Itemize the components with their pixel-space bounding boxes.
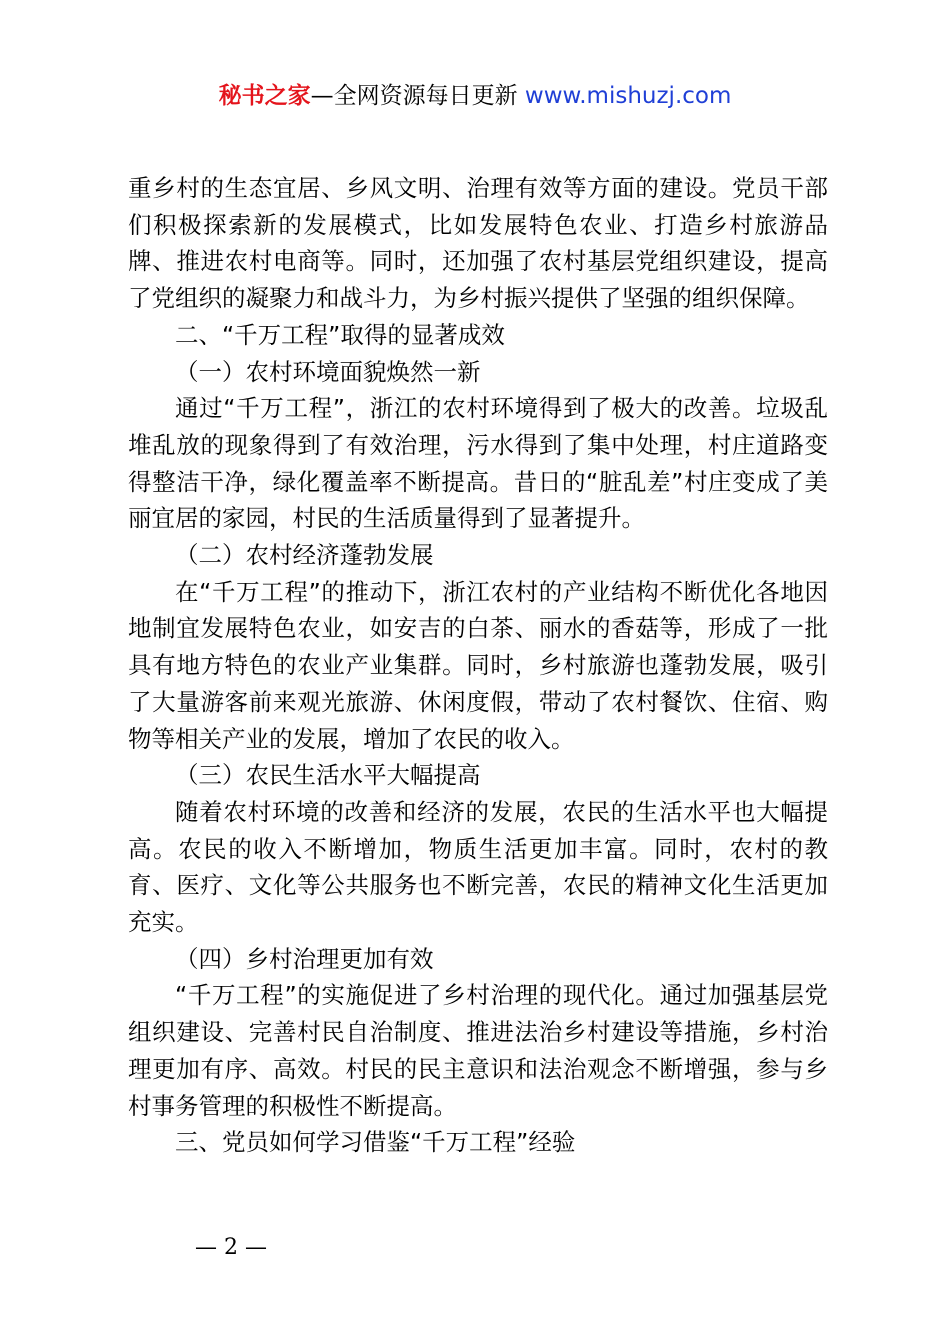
paragraph-governance: “千万工程”的实施促进了乡村治理的现代化。通过加强基层党组织建设、完善村民自治制度、推进法治乡村建设等措施，乡村治理更加有序、高效。村民的民主意识和法治观念不断增强，参与乡村事务管理的积极性不断提高。 [128,981,828,1120]
document-body [128,170,828,1161]
section-heading-3: 三、党员如何学习借鉴“千万工程”经验 [175,1128,576,1157]
paragraph-continuation: 重乡村的生态宜居、乡风文明、治理有效等方面的建设。党员干部们积极探索新的发展模式，比如发展特色农业、打造乡村旅游品牌、推进农村电商等。同时，还加强了农村基层党组织建设，提高了党组织的凝聚力和战斗力，为乡村振兴提供了坚强的组织保障。 [128,174,828,313]
paragraph-economy: 在“千万工程”的推动下，浙江农村的产业结构不断优化各地因地制宜发展特色农业，如安吉的白茶、丽水的香菇等，形成了一批具有地方特色的农业产业集群。同时，乡村旅游也蓬勃发展，吸引了大量游客前来观光旅游、休闲度假，带动了农村餐饮、住宿、购物等相关产业的发展，增加了农民的收入。 [128,577,828,753]
subheading-3: （三）农民生活水平大幅提高 [175,761,481,790]
site-tagline: —全网资源每日更新 [310,83,518,109]
subheading-1: （一）农村环境面貌焕然一新 [175,357,481,386]
paragraph-living-standard: 随着农村环境的改善和经济的发展，农民的生活水平也大幅提高。农民的收入不断增加，物质生活更加丰富。同时，农村的教育、医疗、文化等公共服务也不断完善，农民的精神文化生活更加充实。 [128,797,828,937]
page-number: — 2 — [195,1235,267,1260]
site-url-link[interactable]: www.mishuzj.com [524,83,732,109]
section-heading-2: 二、“千万工程”取得的显著成效 [175,320,505,349]
subheading-2: （二）农村经济蓬勃发展 [175,541,434,570]
subheading-4: （四）乡村治理更加有效 [175,944,434,973]
paragraph-environment: 通过“千万工程”，浙江的农村环境得到了极大的改善。垃圾乱堆乱放的现象得到了有效治理，污水得到了集中处理，村庄道路变得整洁干净，绿化覆盖率不断提高。昔日的“脏乱差”村庄变成了美丽宜居的家园，村民的生活质量得到了显著提升。 [128,394,828,533]
site-header [0,80,950,112]
site-brand: 秘书之家 [218,83,311,109]
